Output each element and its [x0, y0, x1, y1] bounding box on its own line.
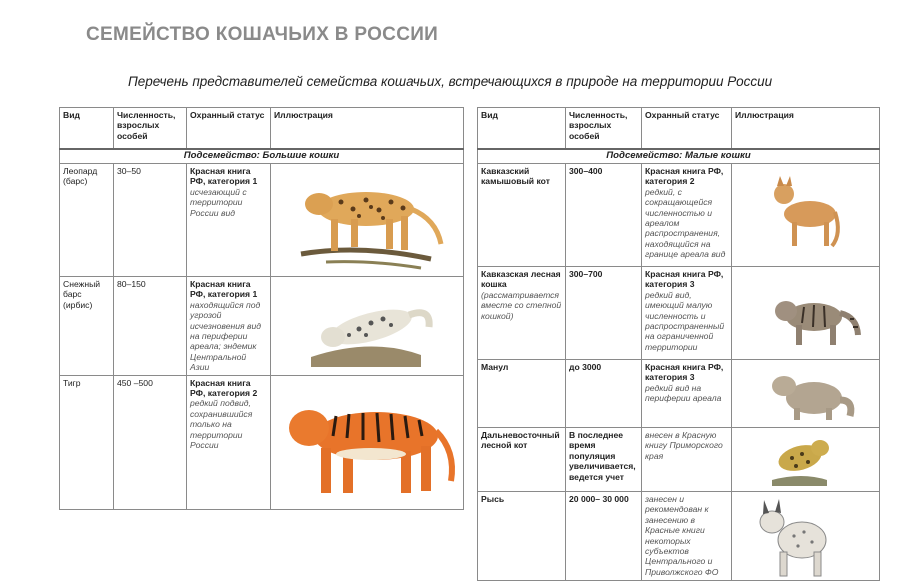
table-header-row [478, 108, 880, 150]
count-cell: 300–400 [566, 164, 642, 267]
status-label: Красная книга РФ, категория 1 [190, 166, 258, 187]
species-cell [478, 360, 566, 428]
subfamily-row [478, 149, 880, 164]
status-cell [642, 267, 732, 360]
status-note: исчезающий с территории России вид [190, 186, 247, 218]
snow-leopard-illustration [271, 277, 464, 374]
small-cats-table [477, 107, 880, 581]
species-cell [478, 492, 566, 581]
lynx-illustration [732, 492, 880, 580]
table-row [478, 267, 880, 360]
illustration-cell [732, 164, 880, 267]
species-label: Кавказский камышовый кот [481, 166, 550, 187]
status-label: Красная книга РФ, категория 3 [645, 269, 724, 290]
subfamily-small-cats: Подсемейство: Малые кошки [478, 149, 880, 164]
illustration-cell [732, 267, 880, 360]
illustration-cell [271, 375, 464, 509]
species-cell [478, 428, 566, 492]
table-row [60, 375, 464, 509]
status-cell [642, 360, 732, 428]
species-label: Дальневосточный лесной кот [481, 430, 560, 451]
illustration-cell [271, 277, 464, 376]
status-note: редкий вид, имеющий малую численность и распространенный на ограниченной территории [645, 289, 725, 352]
page-title: СЕМЕЙСТВО КОШАЧЬИХ В РОССИИ [86, 24, 439, 45]
count-cell: В последнее время популяция увеличивается, ведется учет [566, 428, 642, 492]
count-cell: 450 –500 [114, 375, 187, 509]
status-note: внесен в Красную книгу Приморского края [645, 430, 723, 461]
illustration-cell [732, 492, 880, 581]
status-label: Красная книга РФ, категория 2 [645, 166, 724, 187]
table-row [478, 164, 880, 267]
status-note: редкий, с сокращающейся численностью и ареалом распространения, находящийся на границе ареала вид [645, 186, 726, 260]
header-species: Вид [60, 108, 114, 150]
status-note: редкий вид на периферии ареала [645, 382, 722, 404]
illustration-cell [732, 360, 880, 428]
header-count: Численность, взрослых особей [566, 108, 642, 150]
tiger-illustration [271, 376, 464, 509]
status-cell [187, 164, 271, 277]
illustration-cell [732, 428, 880, 492]
table-header-row [60, 108, 464, 150]
illustration-cell [271, 164, 464, 277]
species-label: Кавказская лесная кошка [481, 269, 561, 290]
species-cell: Тигр [60, 375, 114, 509]
count-cell: 20 000– 30 000 [566, 492, 642, 581]
status-note: находящийся под угрозой исчезновения вид на периферии ареала; эндемик Центральной Азии [190, 299, 262, 373]
status-cell [187, 277, 271, 376]
count-cell: 30–50 [114, 164, 187, 277]
table-row [60, 277, 464, 376]
species-cell [478, 164, 566, 267]
table-row [478, 492, 880, 581]
species-note: (рассматривается вместе со степной кошкой) [481, 289, 562, 321]
species-cell [478, 267, 566, 360]
species-label: Рысь [481, 494, 505, 504]
count-cell: 300–700 [566, 267, 642, 360]
header-illustration: Иллюстрация [732, 108, 880, 150]
leopard-illustration [271, 164, 464, 276]
amur-cat-illustration [732, 428, 880, 491]
header-count: Численность, взрослых особей [114, 108, 187, 150]
big-cats-table [59, 107, 464, 510]
jungle-cat-illustration [732, 164, 880, 266]
status-cell [642, 428, 732, 492]
status-label: Красная книга РФ, категория 2 [190, 377, 258, 399]
status-cell [642, 492, 732, 581]
species-cell: Леопард (барс) [60, 164, 114, 277]
table-row [60, 164, 464, 277]
species-cell: Снежный барс (ирбис) [60, 277, 114, 376]
forest-cat-illustration [732, 267, 880, 359]
header-status: Охранный статус [642, 108, 732, 150]
table-row [478, 360, 880, 428]
species-label: Манул [481, 362, 509, 372]
status-note: редкий подвид, сохранившийся только на территории России [190, 398, 253, 451]
header-status: Охранный статус [187, 108, 271, 150]
status-label: Красная книга РФ, категория 1 [190, 279, 258, 300]
subfamily-row [60, 149, 464, 164]
subfamily-big-cats: Подсемейство: Большие кошки [60, 149, 464, 164]
status-label: Красная книга РФ, категория 3 [645, 362, 724, 383]
status-note: занесен и рекомендован к занесению в Красные книги некоторых субъектов Центрального и Приволжского ФО [645, 494, 719, 577]
count-cell: 80–150 [114, 277, 187, 376]
count-cell: до 3000 [566, 360, 642, 428]
header-illustration: Иллюстрация [271, 108, 464, 150]
header-species: Вид [478, 108, 566, 150]
page-subtitle: Перечень представителей семейства кошачьих, встречающихся в природе на территории России [128, 74, 773, 89]
status-cell [642, 164, 732, 267]
table-row [478, 428, 880, 492]
manul-illustration [732, 360, 880, 427]
status-cell [187, 375, 271, 509]
